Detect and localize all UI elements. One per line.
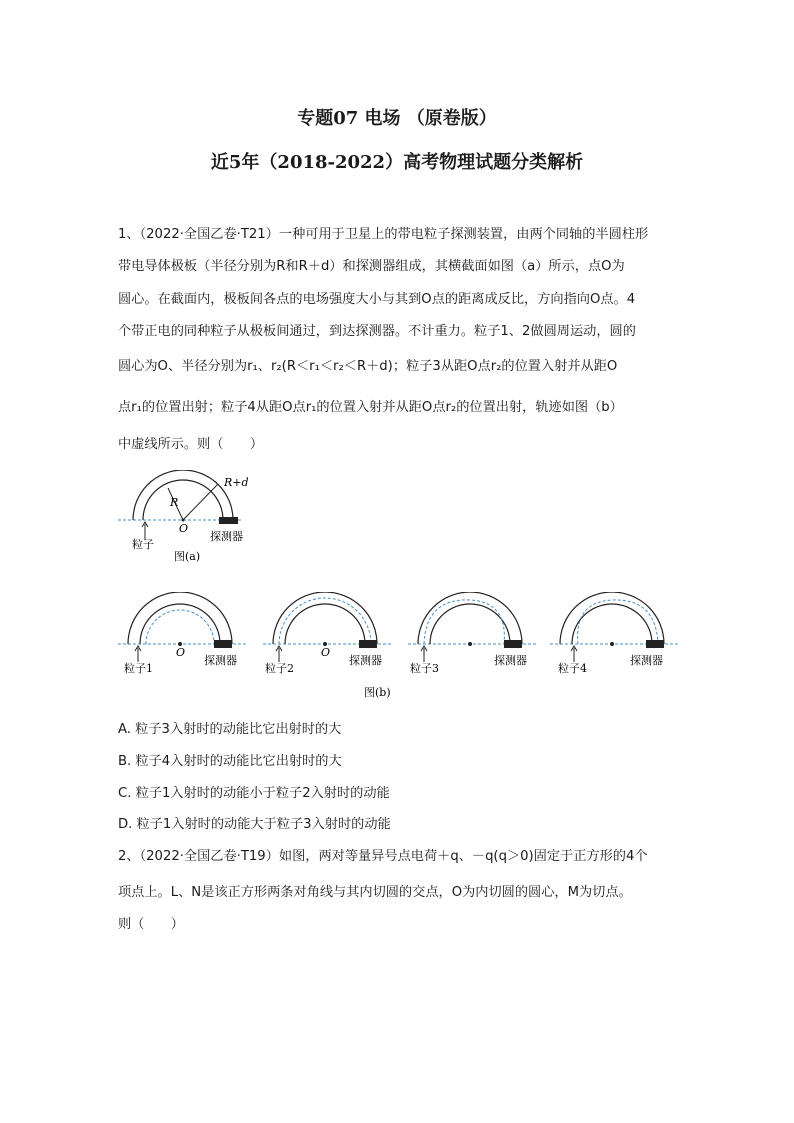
- fig-a-label-R: R: [170, 496, 179, 509]
- page-title: 专题07 电场 （原卷版）: [297, 108, 497, 129]
- fig-b-caption: 图(b): [364, 686, 391, 699]
- fig-a-label-particle: 粒子: [132, 538, 154, 551]
- page-subtitle: 近5年（2018-2022）高考物理试题分类解析: [210, 152, 584, 173]
- fig-b-p4-particle: 粒子4: [558, 662, 587, 675]
- q2-line-3: 则（ ）: [118, 917, 184, 932]
- fig-b-p4-detector: 探测器: [630, 654, 663, 667]
- fig-b-p2-O: O: [321, 646, 331, 659]
- q1-line-5: 圆心为O、半径分别为r₁、r₂(R＜r₁＜r₂＜R＋d)；粒子3从距O点r₂的位置入射并从距O: [118, 359, 618, 374]
- fig-b-panel-1: [118, 592, 246, 675]
- fig-b-p2-detector: 探测器: [349, 654, 382, 667]
- fig-b-p1-particle: 粒子1: [124, 662, 153, 675]
- q1-line-6: 点r₁的位置出射；粒子4从距O点r₁的位置入射并从距O点r₂的位置出射，轨迹如图（b）: [118, 400, 623, 415]
- q1-option-a: A. 粒子3入射时的动能比它出射时的大: [118, 722, 342, 737]
- fig-a-label-detector: 探测器: [210, 530, 243, 543]
- fig-a-label-Rd: R+d: [224, 476, 249, 489]
- q1-option-b: B. 粒子4入射时的动能比它出射时的大: [118, 754, 342, 769]
- figure-a: [118, 470, 278, 570]
- q2-line-2: 项点上。L、N是该正方形两条对角线与其内切圆的交点，O为内切圆的圆心，M为切点。: [118, 885, 632, 900]
- figure-b: [118, 592, 678, 702]
- fig-b-panel-4: [550, 592, 678, 675]
- fig-b-p3-detector: 探测器: [494, 654, 527, 667]
- q1-line-1: 1、（2022·全国乙卷·T21）一种可用于卫星上的带电粒子探测装置，由两个同轴的半圆柱形: [118, 227, 649, 242]
- fig-b-p1-detector: 探测器: [204, 654, 237, 667]
- fig-a-label-O: O: [179, 522, 189, 535]
- fig-b-p2-particle: 粒子2: [265, 662, 294, 675]
- q1-line-4: 个带正电的同种粒子从极板间通过，到达探测器。不计重力。粒子1、2做圆周运动，圆的: [118, 324, 636, 339]
- q1-line-7: 中虚线所示。则（ ）: [118, 437, 264, 452]
- fig-b-p3-particle: 粒子3: [410, 662, 439, 675]
- fig-a-caption: 图(a): [174, 550, 201, 563]
- fig-b-panel-3: [408, 592, 536, 675]
- fig-b-panel-2: [263, 592, 391, 675]
- q1-option-c: C. 粒子1入射时的动能小于粒子2入射时的动能: [118, 786, 390, 801]
- q1-line-3: 圆心。在截面内，极板间各点的电场强度大小与其到O点的距离成反比，方向指向O点。4: [118, 292, 636, 307]
- fig-b-p1-O: O: [176, 646, 186, 659]
- q1-option-d: D. 粒子1入射时的动能大于粒子3入射时的动能: [118, 817, 391, 832]
- q1-line-2: 带电导体极板（半径分别为R和R＋d）和探测器组成，其横截面如图（a）所示，点O为: [118, 259, 625, 274]
- q2-line-1: 2、（2022·全国乙卷·T19）如图，两对等量异号点电荷＋q、－q(q＞0)固定于正方形的4个: [118, 849, 648, 864]
